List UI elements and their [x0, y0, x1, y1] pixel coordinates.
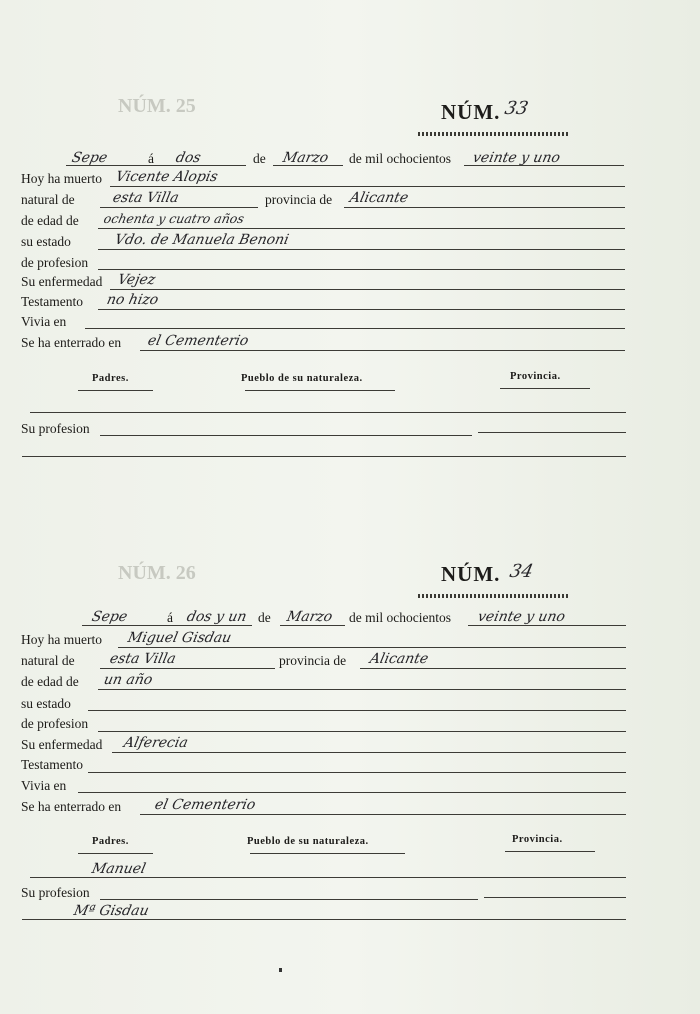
field-label: Se ha enterrado en [21, 799, 122, 814]
rule [344, 207, 625, 208]
field-label: Vivia en [21, 778, 67, 793]
rule [100, 207, 258, 208]
rule [250, 853, 405, 854]
rule [360, 668, 626, 669]
col-padres: Padres. [92, 836, 129, 847]
field-label: de profesion [21, 716, 89, 731]
col-provincia: Provincia. [512, 834, 563, 845]
rule [140, 350, 625, 351]
field-label: Su enfermedad [21, 274, 103, 289]
field-label: Se ha enterrado en [21, 335, 122, 350]
rule [78, 853, 153, 854]
rule [140, 814, 626, 815]
rule [98, 269, 625, 270]
date-a: á [148, 151, 154, 166]
profesion-label: Su profesion [21, 421, 90, 436]
field-label: Su enfermedad [21, 737, 103, 752]
rule [98, 731, 626, 732]
field-value: el Cementerio [153, 797, 257, 813]
rule [98, 689, 626, 690]
field-value: Vicente Alopis [114, 169, 220, 185]
date-year: veinte y uno [471, 150, 562, 166]
field-value: Vejez [116, 272, 157, 288]
rule [505, 851, 595, 852]
rule [100, 435, 472, 436]
rule [78, 792, 626, 793]
date-year-prefix: de mil ochocientos [349, 610, 451, 625]
rule [464, 165, 624, 166]
date-year: veinte y uno [476, 609, 567, 625]
field-value: Vdo. de Manuela Benoni [113, 232, 291, 248]
rule [500, 388, 590, 389]
field-label: Vivia en [21, 314, 67, 329]
rule [280, 625, 345, 626]
field-label: Hoy ha muerto [21, 171, 102, 186]
field-label: de profesion [21, 255, 89, 270]
rule [112, 752, 626, 753]
entry-number-value: 34 [507, 561, 536, 582]
entry-number-underline [418, 594, 568, 598]
rule [245, 390, 395, 391]
rule [478, 432, 626, 433]
profesion-label: Su profesion [21, 885, 90, 900]
field-label: su estado [21, 234, 71, 249]
field-label: de edad de [21, 674, 79, 689]
date-month: Marzo [281, 150, 330, 166]
field-label: Testamento [21, 757, 84, 772]
date-a: á [167, 610, 173, 625]
field-value: el Cementerio [146, 333, 250, 349]
field-value: Alicante [348, 190, 410, 206]
field-value: Alicante [368, 651, 430, 667]
entry-number-label: NÚM. [441, 100, 501, 124]
rule [78, 390, 153, 391]
profesion-value: Mª Gisdau [72, 903, 151, 919]
rule [22, 919, 626, 920]
field-value: no hizo [105, 292, 160, 308]
date-year-prefix: de mil ochocientos [349, 151, 451, 166]
rule [484, 897, 626, 898]
field-value: Alferecia [122, 735, 190, 751]
col-pueblo: Pueblo de su naturaleza. [247, 836, 369, 847]
field-label: provincia de [279, 653, 347, 668]
field-value: ochenta y cuatro años [102, 211, 246, 226]
field-value: Miguel Gisdau [126, 630, 233, 646]
rule [85, 328, 625, 329]
ghost-num-lower: NÚM. 26 [118, 562, 196, 584]
rule [22, 456, 626, 457]
field-label: de edad de [21, 213, 79, 228]
rule [30, 412, 626, 413]
date-number: dos y un [185, 609, 249, 625]
entry-number-label: NÚM. [441, 562, 501, 586]
field-label: Testamento [21, 294, 84, 309]
col-pueblo: Pueblo de su naturaleza. [241, 373, 363, 384]
ink-mark [279, 968, 282, 972]
rule [118, 647, 626, 648]
field-value: esta Villa [111, 190, 181, 206]
date-de: de [253, 151, 266, 166]
rule [110, 186, 625, 187]
rule [88, 710, 626, 711]
field-label: su estado [21, 696, 71, 711]
date-de: de [258, 610, 271, 625]
ghost-num-upper: NÚM. 25 [118, 95, 196, 117]
rule [273, 165, 343, 166]
padres-value: Manuel [90, 861, 148, 877]
entry-number-value: 33 [502, 98, 531, 119]
col-provincia: Provincia. [510, 371, 561, 382]
rule [110, 289, 625, 290]
field-value: esta Villa [108, 651, 178, 667]
date-number: dos [174, 150, 203, 166]
rule [82, 625, 252, 626]
field-label: provincia de [265, 192, 333, 207]
rule [66, 165, 246, 166]
rule [98, 309, 625, 310]
rule [98, 228, 625, 229]
rule [100, 668, 275, 669]
rule [468, 625, 626, 626]
col-padres: Padres. [92, 373, 129, 384]
date-month: Marzo [285, 609, 334, 625]
field-label: natural de [21, 653, 75, 668]
field-label: Hoy ha muerto [21, 632, 102, 647]
rule [88, 772, 626, 773]
date-day: Sepe [70, 150, 109, 166]
field-label: natural de [21, 192, 75, 207]
rule [98, 249, 625, 250]
date-day: Sepe [90, 609, 129, 625]
entry-number-underline [418, 132, 568, 136]
rule [30, 877, 626, 878]
field-value: un año [102, 672, 154, 688]
rule [100, 899, 478, 900]
